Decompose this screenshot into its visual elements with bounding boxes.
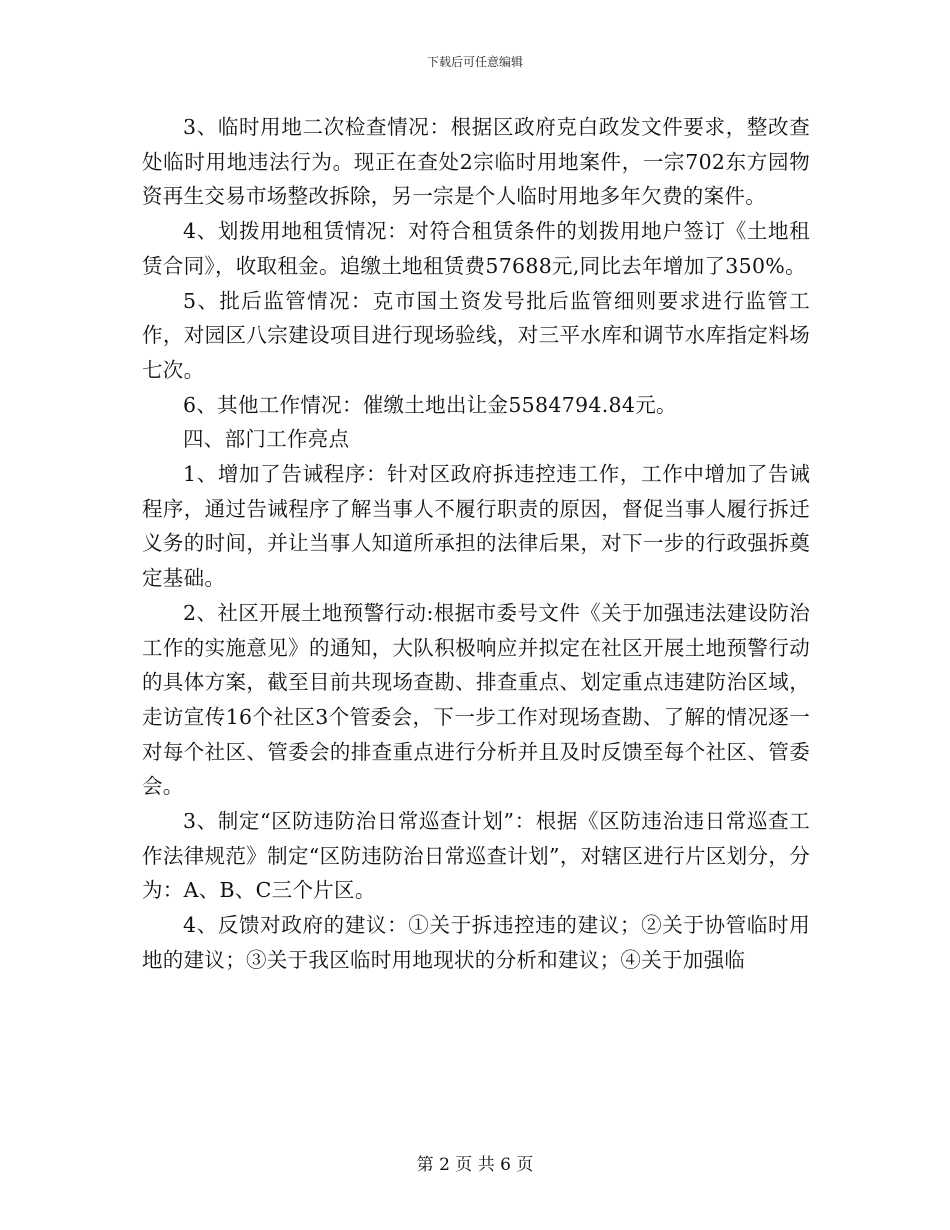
paragraph-warning-procedure: 1、增加了告诫程序：针对区政府拆违控违工作，工作中增加了告诫程序，通过告诫程序了解当事人不履行职责的原因，督促当事人履行拆迁义务的时间，并让当事人知道所承担的法律后果，对下一步的行政强拆奠定基础。 xyxy=(142,462,810,591)
page-header: 下载后可任意编辑 xyxy=(426,55,523,69)
paragraph-patrol-plan: 3、制定“区防违防治日常巡查计划”：根据《区防违治违日常巡查工作法律规范》制定“区防违防治日常巡查计划”，对辖区进行片区划分，分为：A、B、C三个片区。 xyxy=(142,809,810,903)
section-heading-highlights: 四、部门工作亮点 xyxy=(183,427,350,452)
document-body xyxy=(142,110,810,978)
paragraph-community-warning-action: 2、社区开展土地预警行动:根据市委号文件《关于加强违法建设防治工作的实施意见》的通知，大队积极响应并拟定在社区开展土地预警行动的具体方案，截至目前共现场查勘、排查重点、划定重点违建防治区域，走访宣传16个社区3个管委会，下一步工作对现场查勘、了解的情况逐一对每个社区、管委会的排查重点进行分析并且及时反馈至每个社区、管委会。 xyxy=(142,600,810,799)
paragraph-government-suggestions: 4、反馈对政府的建议：①关于拆违控违的建议；②关于协管临时用地的建议；③关于我区临时用地现状的分析和建议；④关于加强临 xyxy=(142,913,810,972)
page-number: 第 2 页 共 6 页 xyxy=(416,1155,534,1175)
paragraph-allocated-land-lease: 4、划拨用地租赁情况：对符合租赁条件的划拨用地户签订《土地租赁合同》，收取租金。追缴土地租赁费57688元,同比去年增加了350%。 xyxy=(142,219,810,278)
paragraph-other-work: 6、其他工作情况：催缴土地出让金5584794.84元。 xyxy=(183,392,677,417)
paragraph-temporary-land-inspection: 3、临时用地二次检查情况：根据区政府克白政发文件要求，整改查处临时用地违法行为。现正在查处2宗临时用地案件，一宗702东方园物资再生交易市场整改拆除，另一宗是个人临时用地多年欠费的案件。 xyxy=(142,115,810,209)
paragraph-post-approval-supervision: 5、批后监管情况：克市国土资发号批后监管细则要求进行监管工作，对园区八宗建设项目进行现场验线，对三平水库和调节水库指定料场七次。 xyxy=(142,288,810,382)
